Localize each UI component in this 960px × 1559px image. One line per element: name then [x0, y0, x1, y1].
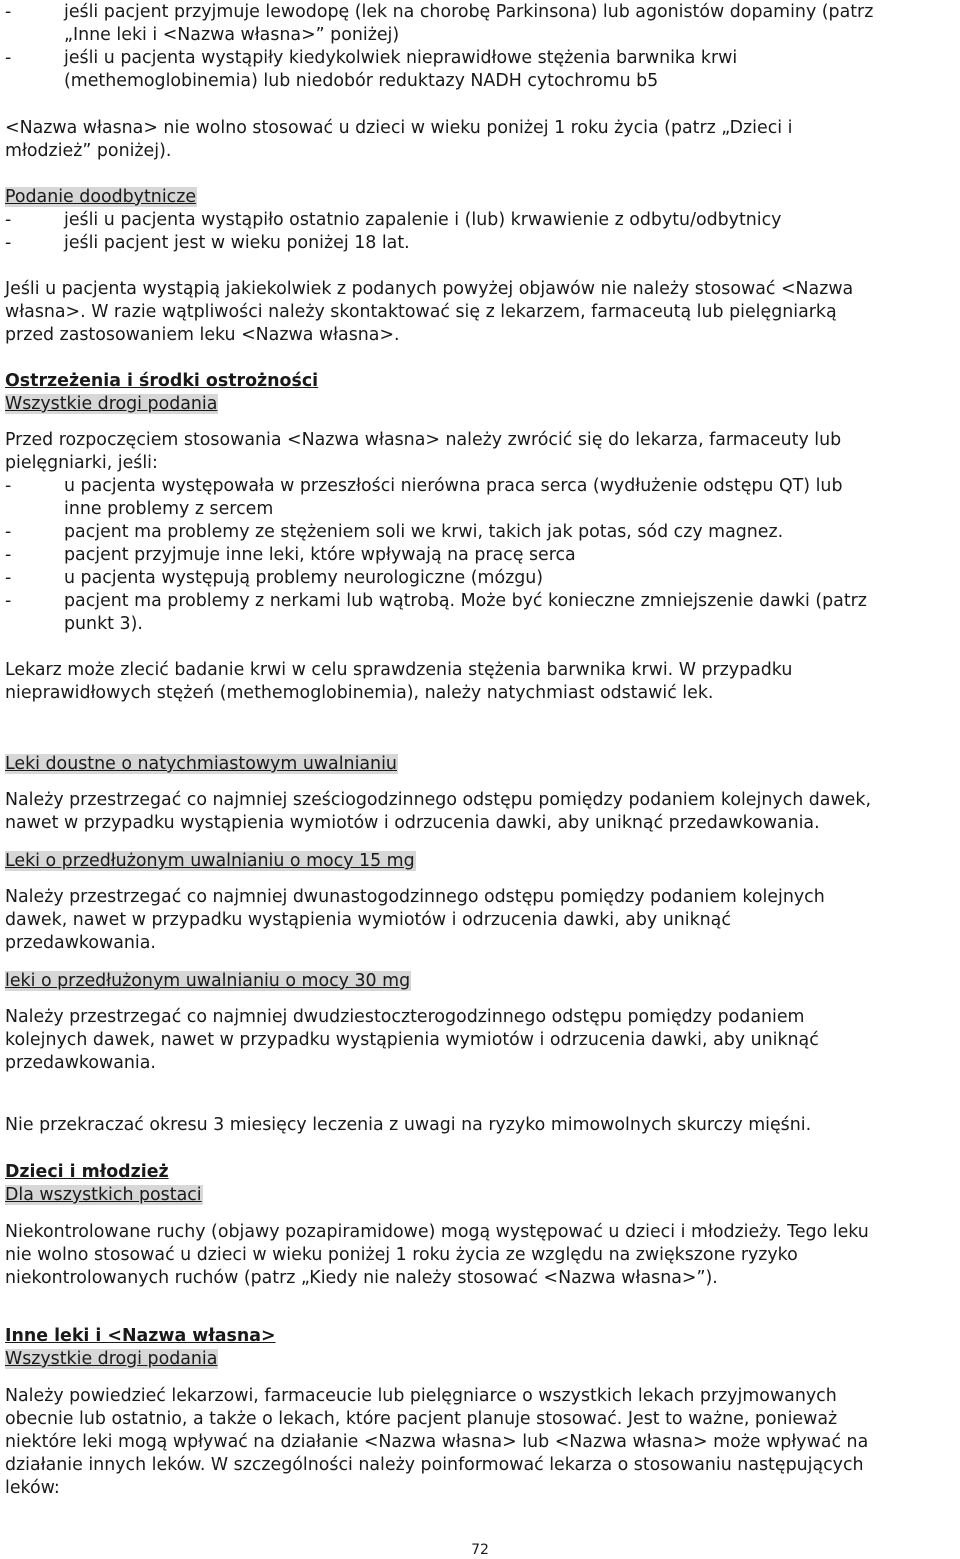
bullet-dash: -: [5, 2, 12, 22]
section-subtitle: [5, 1184, 203, 1207]
paragraph-line: Nie przekraczać okresu 3 miesięcy leczenia z uwagi na ryzyko mimowolnych skurczy mięśni.: [5, 1115, 812, 1135]
bullet-dash: -: [5, 233, 12, 253]
section-subtitle: [5, 393, 218, 416]
section-title-warnings: [5, 370, 318, 393]
bullet-text: pacjent ma problemy ze stężeniem soli we krwi, takich jak potas, sód czy magnez.: [64, 522, 784, 542]
paragraph-line: kolejnych dawek, nawet w przypadku wystąpienia wymiotów i odrzucenia dawki, aby uniknąć: [5, 1030, 819, 1050]
bullet-dash: -: [5, 568, 12, 588]
section-title-children: [5, 1161, 169, 1184]
paragraph-line: nieprawidłowych stężeń (methemoglobinemia), należy natychmiast odstawić lek.: [5, 683, 714, 703]
bullet-text: u pacjenta występowała w przeszłości nierówna praca serca (wydłużenie odstępu QT) lub: [64, 476, 843, 496]
heading-text: Leki doustne o natychmiastowym uwalnianiu: [5, 754, 397, 774]
bullet-dash: -: [5, 522, 12, 542]
paragraph-line: dawek, nawet w przypadku wystąpienia wymiotów i odrzucenia dawki, aby uniknąć: [5, 910, 731, 930]
paragraph-line: Przed rozpoczęciem stosowania <Nazwa własna> należy zwrócić się do lekarza, farmaceuty lub: [5, 430, 842, 450]
subtitle-text: Wszystkie drogi podania: [5, 394, 218, 414]
bullet-text: jeśli u pacjenta wystąpiło ostatnio zapalenie i (lub) krwawienie z odbytu/odbytnicy: [64, 210, 782, 230]
title-text: Inne leki i <Nazwa własna>: [5, 1326, 276, 1346]
section-heading-er30: [5, 970, 411, 993]
paragraph-line: nawet w przypadku wystąpienia wymiotów i odrzucenia dawki, aby uniknąć przedawkowania.: [5, 813, 820, 833]
paragraph-line: przedawkowania.: [5, 1053, 156, 1073]
bullet-dash: -: [5, 545, 12, 565]
bullet-text: (methemoglobinemia) lub niedobór reduktazy NADH cytochromu b5: [64, 71, 659, 91]
bullet-text: jeśli pacjent przyjmuje lewodopę (lek na chorobę Parkinsona) lub agonistów dopaminy (patrz: [64, 2, 874, 22]
paragraph-line: działanie innych leków. W szczególności należy poinformować lekarza o stosowaniu następujących: [5, 1455, 864, 1475]
paragraph-line: niekontrolowanych ruchów (patrz „Kiedy nie należy stosować <Nazwa własna>”).: [5, 1268, 718, 1288]
paragraph-line: Należy powiedzieć lekarzowi, farmaceucie lub pielęgniarce o wszystkich lekach przyjmowanych: [5, 1386, 837, 1406]
bullet-text: u pacjenta występują problemy neurologiczne (mózgu): [64, 568, 544, 588]
paragraph-line: Lekarz może zlecić badanie krwi w celu sprawdzenia stężenia barwnika krwi. W przypadku: [5, 660, 793, 680]
paragraph-line: leków:: [5, 1478, 60, 1498]
paragraph-line: <Nazwa własna> nie wolno stosować u dzieci w wieku poniżej 1 roku życia (patrz „Dzieci i: [5, 118, 793, 138]
bullet-text: „Inne leki i <Nazwa własna>” poniżej): [64, 25, 400, 45]
section-subtitle: [5, 1348, 218, 1371]
bullet-text: pacjent przyjmuje inne leki, które wpływają na pracę serca: [64, 545, 576, 565]
paragraph-line: niektóre leki mogą wpływać na działanie <Nazwa własna> lub <Nazwa własna> może wpływać na: [5, 1432, 869, 1452]
bullet-dash: -: [5, 48, 12, 68]
heading-text: Leki o przedłużonym uwalnianiu o mocy 15 mg: [5, 851, 415, 871]
page-number: 72: [471, 1542, 489, 1558]
subtitle-text: Wszystkie drogi podania: [5, 1349, 218, 1369]
paragraph-line: obecnie lub ostatnio, a także o lekach, które pacjent planuje stosować. Jest to ważne, ponieważ: [5, 1409, 838, 1429]
bullet-text: punkt 3).: [64, 614, 143, 634]
paragraph-line: przedawkowania.: [5, 933, 156, 953]
section-heading-oral-ir: [5, 753, 398, 776]
section-heading-er15: [5, 850, 416, 873]
bullet-text: inne problemy z sercem: [64, 499, 274, 519]
paragraph-line: Należy przestrzegać co najmniej dwunastogodzinnego odstępu pomiędzy podaniem kolejnych: [5, 887, 825, 907]
bullet-text: pacjent ma problemy z nerkami lub wątrobą. Może być konieczne zmniejszenie dawki (patrz: [64, 591, 867, 611]
paragraph-line: Należy przestrzegać co najmniej sześciogodzinnego odstępu pomiędzy podaniem kolejnych dawek,: [5, 790, 871, 810]
bullet-dash: -: [5, 591, 12, 611]
title-text: Ostrzeżenia i środki ostrożności: [5, 371, 319, 391]
paragraph-line: pielęgniarki, jeśli:: [5, 453, 158, 473]
paragraph-line: Należy przestrzegać co najmniej dwudziestoczterogodzinnego odstępu pomiędzy podaniem: [5, 1007, 805, 1027]
bullet-dash: -: [5, 210, 12, 230]
paragraph-line: nie wolno stosować u dzieci w wieku poniżej 1 roku życia ze względu na zwiększone ryzyko: [5, 1245, 798, 1265]
bullet-dash: -: [5, 476, 12, 496]
paragraph-line: Niekontrolowane ruchy (objawy pozapiramidowe) mogą występować u dzieci i młodzieży. Tego leku: [5, 1222, 869, 1242]
section-heading-rectal: [5, 186, 197, 209]
bullet-text: jeśli pacjent jest w wieku poniżej 18 lat.: [64, 233, 410, 253]
heading-text: leki o przedłużonym uwalnianiu o mocy 30 mg: [5, 971, 411, 991]
title-text: Dzieci i młodzież: [5, 1162, 169, 1182]
paragraph-line: młodzież” poniżej).: [5, 141, 172, 161]
paragraph-line: własna>. W razie wątpliwości należy skontaktować się z lekarzem, farmaceutą lub pielęgniarką: [5, 302, 837, 322]
subtitle-text: Dla wszystkich postaci: [5, 1185, 202, 1205]
heading-text: Podanie doodbytnicze: [5, 187, 197, 207]
paragraph-line: Jeśli u pacjenta wystąpią jakiekolwiek z podanych powyżej objawów nie należy stosować <Nazwa: [5, 279, 854, 299]
section-title-other-medicines: [5, 1325, 276, 1348]
bullet-text: jeśli u pacjenta wystąpiły kiedykolwiek nieprawidłowe stężenia barwnika krwi: [64, 48, 738, 68]
paragraph-line: przed zastosowaniem leku <Nazwa własna>.: [5, 325, 400, 345]
